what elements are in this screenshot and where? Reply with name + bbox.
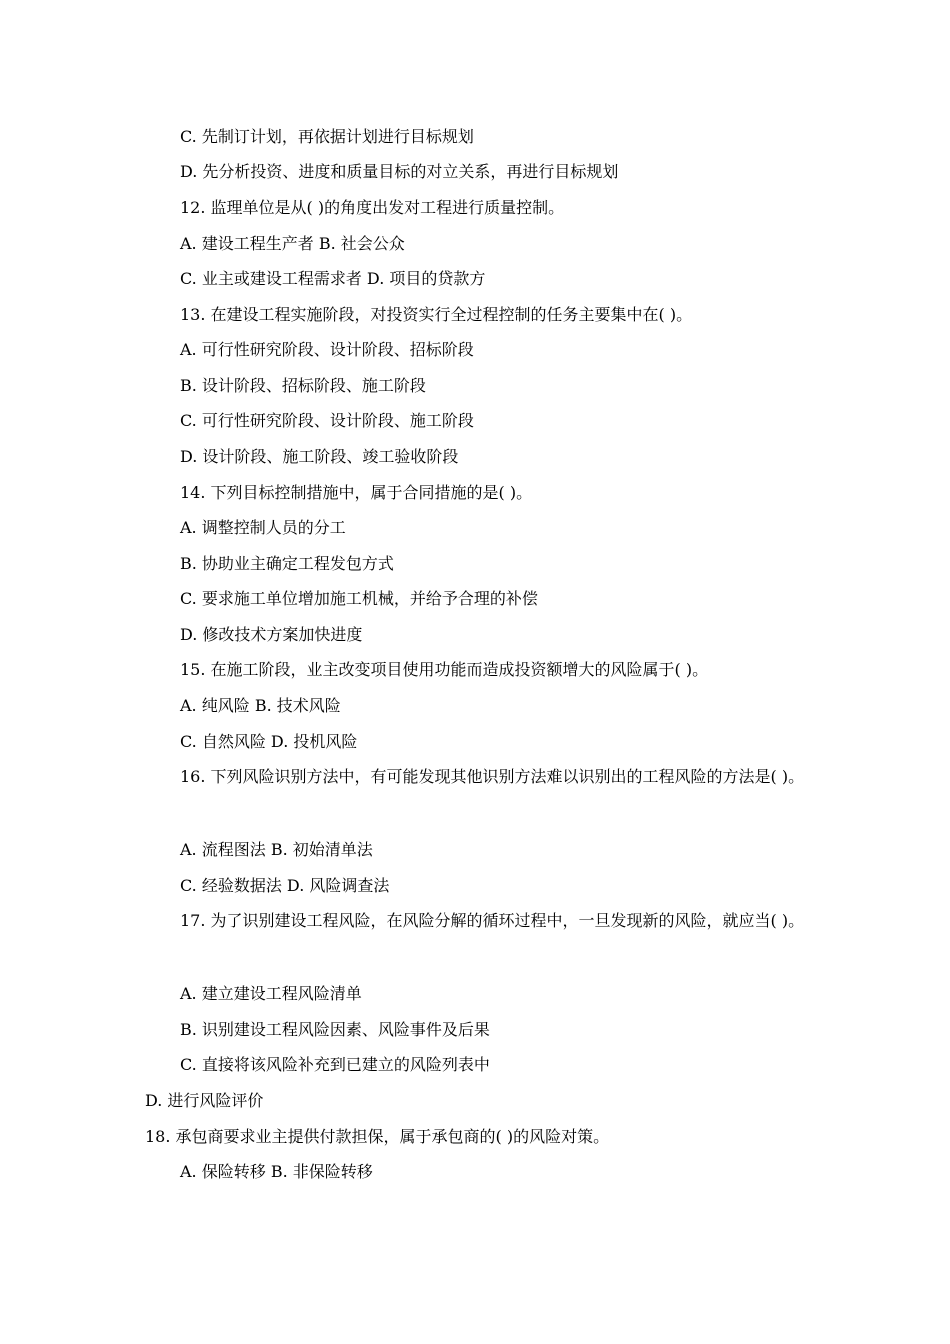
option-11d: D. 先分析投资、进度和质量目标的对立关系，再进行目标规划 — [180, 162, 619, 181]
options-16ab: A. 流程图法 B. 初始清单法 — [180, 840, 373, 859]
option-13c: C. 可行性研究阶段、设计阶段、施工阶段 — [180, 411, 474, 430]
option-14d: D. 修改技术方案加快进度 — [180, 625, 363, 644]
option-13b: B. 设计阶段、招标阶段、施工阶段 — [180, 376, 426, 395]
options-12cd: C. 业主或建设工程需求者 D. 项目的贷款方 — [180, 269, 486, 288]
options-15ab: A. 纯风险 B. 技术风险 — [180, 696, 341, 715]
question-15: 15. 在施工阶段，业主改变项目使用功能而造成投资额增大的风险属于( )。 — [180, 660, 709, 679]
option-11c: C. 先制订计划，再依据计划进行目标规划 — [180, 127, 474, 146]
question-14: 14. 下列目标控制措施中，属于合同措施的是( )。 — [180, 483, 533, 502]
option-17b: B. 识别建设工程风险因素、风险事件及后果 — [180, 1020, 490, 1039]
option-14b: B. 协助业主确定工程发包方式 — [180, 554, 394, 573]
options-12ab: A. 建设工程生产者 B. 社会公众 — [180, 234, 405, 253]
question-12: 12. 监理单位是从( )的角度出发对工程进行质量控制。 — [180, 198, 565, 217]
option-17a: A. 建立建设工程风险清单 — [180, 984, 362, 1003]
option-14c: C. 要求施工单位增加施工机械，并给予合理的补偿 — [180, 589, 538, 608]
options-18ab: A. 保险转移 B. 非保险转移 — [180, 1162, 373, 1181]
question-13: 13. 在建设工程实施阶段，对投资实行全过程控制的任务主要集中在( )。 — [180, 305, 693, 324]
option-13d: D. 设计阶段、施工阶段、竣工验收阶段 — [180, 447, 459, 466]
question-17: 17. 为了识别建设工程风险，在风险分解的循环过程中，一旦发现新的风险，就应当( )。 — [180, 911, 805, 930]
question-16: 16. 下列风险识别方法中，有可能发现其他识别方法难以识别出的工程风险的方法是( )。 — [180, 767, 805, 786]
question-18: 18. 承包商要求业主提供付款担保，属于承包商的( )的风险对策。 — [145, 1127, 610, 1146]
options-16cd: C. 经验数据法 D. 风险调查法 — [180, 876, 390, 895]
option-14a: A. 调整控制人员的分工 — [180, 518, 346, 537]
option-17d: D. 进行风险评价 — [145, 1091, 264, 1110]
options-15cd: C. 自然风险 D. 投机风险 — [180, 732, 358, 751]
option-17c: C. 直接将该风险补充到已建立的风险列表中 — [180, 1055, 490, 1074]
option-13a: A. 可行性研究阶段、设计阶段、招标阶段 — [180, 340, 474, 359]
